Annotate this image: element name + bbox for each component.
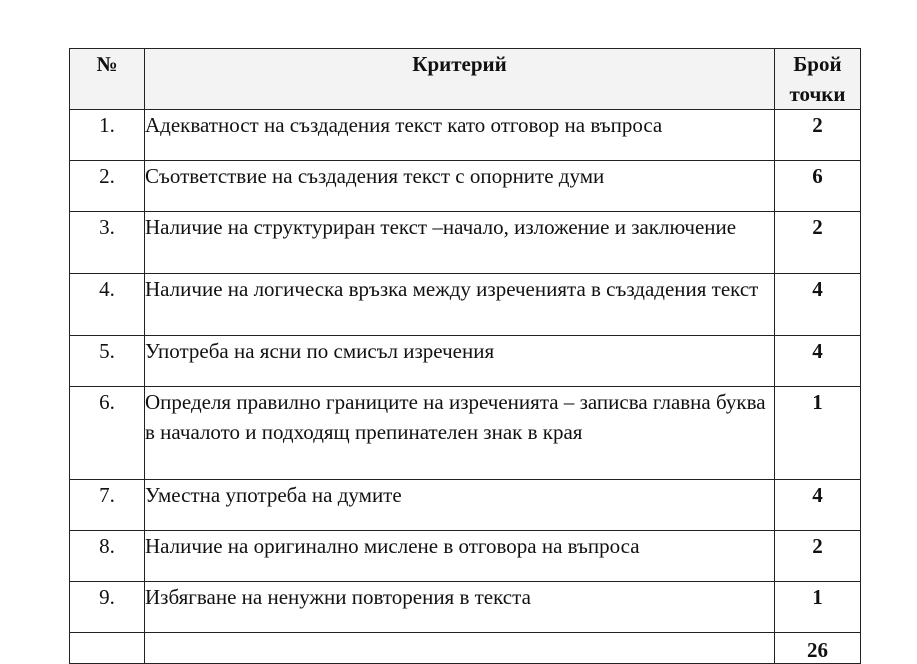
row-points: 1 (775, 582, 861, 633)
row-number: 1. (70, 110, 145, 161)
row-points: 1 (775, 387, 861, 480)
table-row (70, 480, 861, 531)
row-number: 5. (70, 336, 145, 387)
row-points: 2 (775, 212, 861, 274)
row-points: 2 (775, 110, 861, 161)
table-row (70, 582, 861, 633)
row-criterion: Употреба на ясни по смисъл изречения (145, 336, 775, 387)
criteria-table-wrapper (69, 48, 860, 664)
row-number: 7. (70, 480, 145, 531)
header-points-line2: точки (789, 82, 846, 106)
total-points (775, 633, 861, 664)
header-criterion: Критерий (145, 49, 775, 110)
row-criterion: Наличие на структуриран текст –начало, изложение и заключение (145, 212, 775, 274)
table-header-row (70, 49, 861, 110)
table-row (70, 161, 861, 212)
row-criterion: Определя правилно границите на изреченията – записва главна буква в началото и подходящ препинателен знак в края (145, 387, 775, 480)
total-row (70, 633, 861, 664)
row-points: 2 (775, 531, 861, 582)
total-row-label (145, 633, 775, 664)
total-row-number (70, 633, 145, 664)
table-row (70, 212, 861, 274)
row-number: 3. (70, 212, 145, 274)
row-criterion: Наличие на оригинално мислене в отговора на въпроса (145, 531, 775, 582)
header-points-line1: Брой (793, 52, 842, 76)
row-number: 8. (70, 531, 145, 582)
table-row (70, 336, 861, 387)
row-points: 4 (775, 274, 861, 336)
table-row (70, 531, 861, 582)
row-points: 4 (775, 480, 861, 531)
table-row (70, 387, 861, 480)
row-criterion: Адекватност на създадения текст като отговор на въпроса (145, 110, 775, 161)
header-number: № (70, 49, 145, 110)
total-points-value: 26 (807, 638, 828, 662)
row-criterion: Избягване на ненужни повторения в текста (145, 582, 775, 633)
row-criterion: Наличие на логическа връзка между изреченията в създадения текст (145, 274, 775, 336)
row-number: 9. (70, 582, 145, 633)
row-criterion: Съответствие на създадения текст с опорните думи (145, 161, 775, 212)
row-points: 4 (775, 336, 861, 387)
row-number: 6. (70, 387, 145, 480)
row-number: 4. (70, 274, 145, 336)
row-points: 6 (775, 161, 861, 212)
table-row (70, 110, 861, 161)
row-number: 2. (70, 161, 145, 212)
table-row (70, 274, 861, 336)
criteria-table (69, 48, 861, 664)
header-points (775, 49, 861, 110)
row-criterion: Уместна употреба на думите (145, 480, 775, 531)
